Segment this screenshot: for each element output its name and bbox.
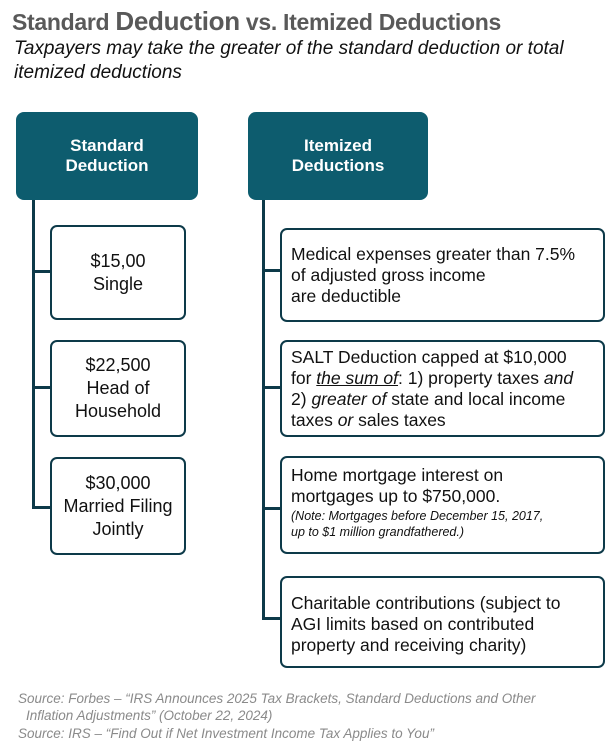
salt-text: for the sum of: 1) property taxes and	[291, 368, 574, 388]
itemized-box-charitable	[280, 576, 605, 668]
itemized-connector-line	[262, 200, 265, 618]
standard-deduction-header: Standard Deduction	[16, 112, 198, 200]
charitable-text: property and receiving charity)	[291, 635, 527, 655]
salt-text: SALT Deduction capped at $10,000	[291, 347, 567, 367]
filing-status: Household	[74, 401, 162, 421]
connector-branch	[262, 269, 282, 272]
mortgage-text: Home mortgage interest on	[291, 465, 504, 485]
connector-branch	[32, 506, 52, 509]
deduction-amount: $30,000	[85, 472, 151, 493]
itemized-deductions-header: Itemized Deductions	[248, 112, 428, 200]
itemized-box-medical	[280, 228, 605, 322]
mortgage-note: up to $1 million grandfathered.)	[291, 525, 465, 539]
salt-text: 2) greater of state and local income	[291, 389, 566, 409]
deduction-amount: $15,00	[90, 250, 146, 271]
itemized-box-mortgage	[280, 456, 605, 554]
standard-connector-line	[32, 200, 35, 508]
source-forbes: Source: Forbes – “IRS Announces 2025 Tax Brackets, Standard Deductions and Other Inflation Adjustments” (October 22, 2024)	[18, 691, 536, 723]
mortgage-note: (Note: Mortgages before December 15, 2017,	[291, 509, 544, 523]
connector-branch	[262, 617, 282, 620]
page-title: Standard Deduction vs. Itemized Deductions	[12, 6, 501, 36]
page-subtitle: Taxpayers may take the greater of the standard deduction or total itemized deductions	[14, 38, 564, 83]
connector-branch	[32, 270, 52, 273]
standard-box-married-filing-jointly	[50, 457, 186, 555]
medical-text: are deductible	[291, 286, 401, 306]
connector-branch	[262, 507, 282, 510]
deduction-amount: $22,500	[85, 355, 151, 375]
charitable-text: AGI limits based on contributed	[291, 614, 535, 634]
filing-status: Jointly	[92, 518, 144, 539]
filing-status: Single	[92, 273, 144, 294]
filing-status: Married Filing	[63, 495, 173, 516]
connector-branch	[32, 386, 52, 389]
mortgage-text: mortgages up to $750,000.	[291, 486, 501, 506]
medical-text: Medical expenses greater than 7.5%	[291, 244, 576, 264]
charitable-text: Charitable contributions (subject to	[291, 593, 561, 613]
salt-text: taxes or sales taxes	[291, 410, 446, 430]
medical-text: of adjusted gross income	[291, 265, 486, 285]
itemized-box-salt	[280, 340, 605, 437]
standard-box-single	[50, 225, 186, 320]
standard-box-head-of-household	[50, 340, 186, 437]
connector-branch	[262, 386, 282, 389]
source-irs: Source: IRS – “Find Out if Net Investment Income Tax Applies to You”	[18, 726, 434, 741]
filing-status: Head of	[86, 378, 150, 398]
